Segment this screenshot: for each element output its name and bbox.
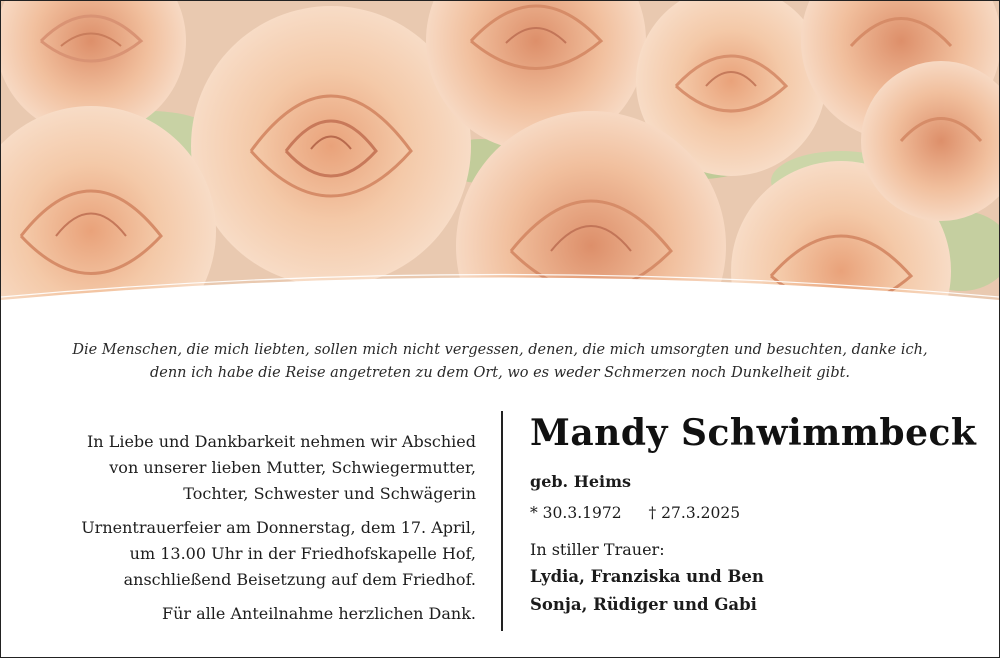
- ceremony-paragraph: [21, 515, 476, 593]
- farewell-line-1: In Liebe und Dankbarkeit nehmen wir Abschied: [86, 432, 476, 451]
- deceased-details: [530, 405, 990, 619]
- quote-line-1: Die Menschen, die mich liebten, sollen mich nicht vergessen, denen, die mich umsorgten und besuchten, danke ich,: [72, 342, 928, 358]
- death-date: † 27.3.2025: [648, 504, 741, 522]
- announcement-text: [21, 429, 476, 635]
- deceased-name: Mandy Schwimmbeck: [530, 412, 977, 454]
- thanks-line: Für alle Anteilnahme herzlichen Dank.: [162, 604, 476, 623]
- farewell-line-2: von unserer lieben Mutter, Schwiegermutter,: [109, 458, 476, 477]
- mourner-line-1: Lydia, Franziska und Ben: [530, 567, 764, 586]
- birth-date: * 30.3.1972: [530, 504, 622, 522]
- rose-photo-banner: [1, 1, 999, 331]
- quote-line-2: denn ich habe die Reise angetreten zu dem Ort, wo es weder Schmerzen noch Dunkelheit gibt.: [149, 365, 851, 381]
- birth-name: geb. Heims: [530, 472, 632, 491]
- rose-bouquet-photo: [1, 1, 999, 331]
- mourners-label: In stiller Trauer:: [530, 540, 665, 559]
- memorial-quote: [1, 339, 999, 385]
- mourner-line-2: Sonja, Rüdiger und Gabi: [530, 595, 757, 614]
- life-dates: [530, 501, 990, 525]
- farewell-line-3: Tochter, Schwester und Schwägerin: [183, 484, 476, 503]
- column-divider: [501, 411, 503, 631]
- farewell-paragraph: [21, 429, 476, 507]
- ceremony-line-2: um 13.00 Uhr in der Friedhofskapelle Hof,: [129, 544, 476, 563]
- ceremony-line-3: anschließend Beisetzung auf dem Friedhof.: [123, 570, 476, 589]
- ceremony-line-1: Urnentrauerfeier am Donnerstag, dem 17. April,: [81, 518, 476, 537]
